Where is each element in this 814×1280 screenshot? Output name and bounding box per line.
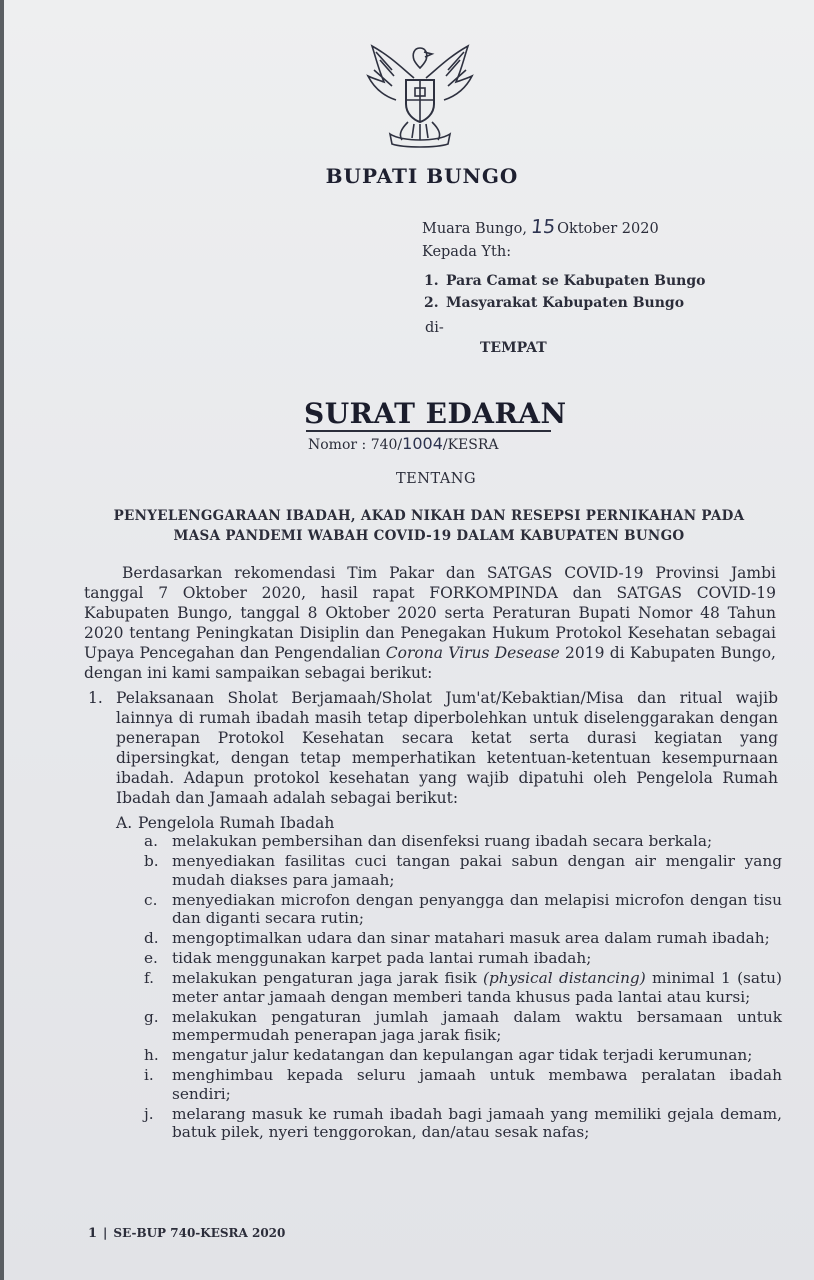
list-item <box>144 949 782 968</box>
item-text: melarang masuk ke rumah ibadah bagi jamaah yang memiliki gejala demam, batuk pilek, nyeri tenggorokan, dan/atau sesak nafas; <box>172 1104 782 1142</box>
recipient-item <box>424 270 705 292</box>
list-item <box>144 969 782 1006</box>
date-month-year: Oktober 2020 <box>557 221 659 237</box>
item-text: melakukan pembersihan dan disenfeksi ruang ibadah secara berkala; <box>172 832 713 850</box>
item-text: menyediakan fasilitas cuci tangan pakai sabun dengan air mengalir yang mudah diakses para jamaah; <box>172 851 782 889</box>
item-text: melakukan pengaturan jumlah jamaah dalam waktu bersamaan untuk mempermudah penerapan jaga jarak fisik; <box>172 1007 782 1045</box>
document-subject <box>74 506 784 546</box>
intro-text: Berdasarkan rekomendasi Tim Pakar dan SATGAS COVID-19 Provinsi Jambi tanggal 7 Oktober 2020, hasil rapat FORKOMPINDA dan SATGAS COVID-19 Kabupaten Bungo, tanggal 8 Oktober 2020 serta Peraturan Bupati Nomor 48 Tahun 2020 tentang Peningkatan Disiplin dan Penegakan Hukum Protokol Kesehatan sebagai Upaya Pencegahan dan Pengendalian <box>84 564 776 662</box>
list-item <box>144 929 782 948</box>
point-text: Pelaksanaan Sholat Berjamaah/Sholat Jum'at/Kebaktian/Misa dan ritual wajib lainnya di rumah ibadah masih tetap diperbolehkan untuk diselenggarakan dengan penerapan Protokol Kesehatan secara ketat serta durasi kegiatan yang dipersingkat, dengan tetap memperhatikan ketentuan-ketentuan kesempurnaan ibadah. Adapun protokol kesehatan yang wajib dipatuhi oleh Pengelola Rumah Ibadah dan Jamaah adalah sebagai berikut: <box>116 689 778 807</box>
nomor-label: Nomor : <box>308 437 367 453</box>
recipient-number: 2. <box>424 295 439 311</box>
nomor-prefix: 740/ <box>370 437 403 453</box>
document-page <box>4 0 814 1280</box>
date-place: Muara Bungo, <box>422 221 527 237</box>
garuda-emblem-icon <box>362 38 478 148</box>
subject-line: PENYELENGGARAAN IBADAH, AKAD NIKAH DAN RESEPSI PERNIKAHAN PADA <box>113 508 745 524</box>
protocol-list <box>144 832 782 1143</box>
section-title: Pengelola Rumah Ibadah <box>138 814 335 832</box>
item-letter: h. <box>144 1046 159 1065</box>
recipient-text: Para Camat se Kabupaten Bungo <box>446 273 706 289</box>
date-line <box>422 216 659 238</box>
item-text: tidak menggunakan karpet pada lantai rumah ibadah; <box>172 949 592 968</box>
intro-italic-text: Corona Virus Desease <box>385 644 560 662</box>
subject-line: MASA PANDEMI WABAH COVID-19 DALAM KABUPATEN BUNGO <box>173 528 685 544</box>
item-letter: d. <box>144 929 159 948</box>
item-italic-text: (physical distancing) <box>483 969 646 988</box>
item-letter: c. <box>144 890 158 909</box>
intro-paragraph <box>84 563 776 683</box>
list-item <box>144 832 782 851</box>
recipient-item <box>424 292 705 314</box>
footer-separator: | <box>103 1226 108 1240</box>
item-text: melakukan pengaturan jaga jarak fisik <box>172 969 484 988</box>
tempat-label: TEMPAT <box>480 340 547 356</box>
item-text: menghimbau kepada seluru jamaah untuk membawa peralatan ibadah sendiri; <box>172 1066 782 1103</box>
list-item <box>144 1066 782 1103</box>
recipient-text: Masyarakat Kabupaten Bungo <box>446 295 685 311</box>
intro-text: 2019 di Kabupaten Bungo, dengan ini kami sampaikan sebagai berikut: <box>84 644 776 682</box>
title-underline <box>306 430 551 432</box>
list-item <box>144 1105 782 1142</box>
item-text: mengoptimalkan udara dan sinar matahari masuk area dalam rumah ibadah; <box>172 929 770 948</box>
section-letter: A. <box>116 814 133 832</box>
di-label: di- <box>425 320 444 336</box>
item-letter: f. <box>144 969 154 988</box>
nomor-suffix: /KESRA <box>442 437 499 453</box>
page-footer <box>88 1226 285 1241</box>
addressee-label: Kepada Yth: <box>422 244 512 260</box>
item-text: mengatur jalur kedatangan dan kepulangan agar tidak terjadi kerumunan; <box>172 1046 753 1065</box>
list-item <box>144 891 782 928</box>
list-item <box>144 852 782 889</box>
item-letter: e. <box>144 949 158 968</box>
page-number: 1 <box>88 1226 98 1241</box>
handwritten-day: 15 <box>529 216 557 238</box>
item-letter: a. <box>144 832 158 850</box>
item-letter: i. <box>144 1066 154 1085</box>
recipient-number: 1. <box>424 273 439 289</box>
tentang-label: TENTANG <box>396 471 477 487</box>
nomor-handwritten: 1004 <box>402 434 443 453</box>
footer-code: SE-BUP 740-KESRA 2020 <box>113 1226 286 1240</box>
item-letter: b. <box>144 851 159 870</box>
list-item <box>144 1046 782 1065</box>
item-letter: g. <box>144 1007 159 1026</box>
item-letter: j. <box>144 1104 154 1123</box>
section-heading <box>116 814 334 832</box>
item-text: minimal 1 (satu) meter antar jamaah dengan memberi tanda khusus pada lantai atau kursi; <box>172 969 782 1006</box>
recipient-list <box>424 270 705 314</box>
list-item <box>144 1008 782 1045</box>
letterhead-title: BUPATI BUNGO <box>325 164 519 188</box>
document-number <box>308 434 499 453</box>
document-title: SURAT EDARAN <box>304 397 567 430</box>
item-text: menyediakan microfon dengan penyangga dan melapisi microfon dengan tisu dan diganti secara rutin; <box>172 890 782 928</box>
numbered-point <box>88 688 778 808</box>
point-number: 1. <box>88 689 103 707</box>
